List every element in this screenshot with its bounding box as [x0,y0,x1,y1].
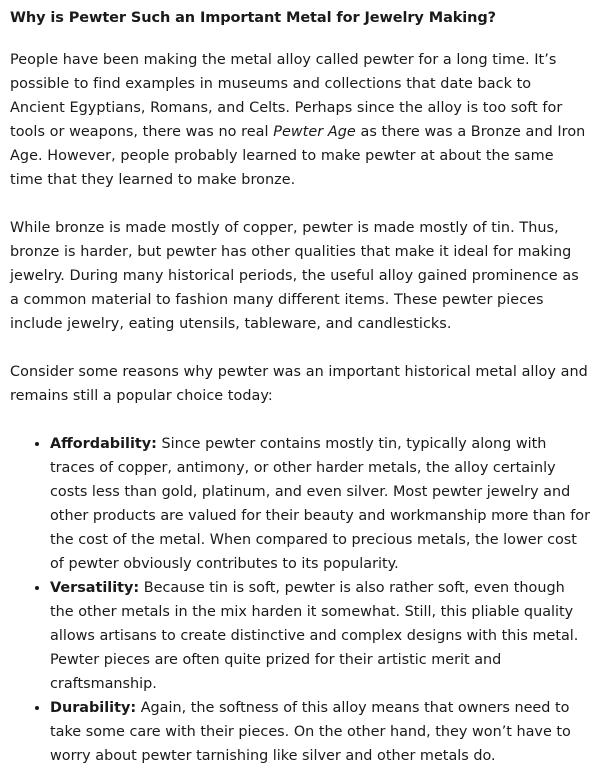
affordability-text: Since pewter contains mostly tin, typically along with traces of copper, antimony, or other harder metals, the alloy certainly costs less than gold, platinum, and even silver. Most pewter jewelry and other products are valued for their beauty and workmanship more than for the cost of the metal. When compared to precious metals, the lower cost of pewter obviously contributes to its popularity. [50,436,590,572]
article-title: Why is Pewter Such an Important Metal for Jewelry Making? [10,10,496,26]
intro-paragraph [10,48,590,192]
intro-text-end: as there was a Bronze and Iron Age. However, people probably learned to make pewter at about the same time that they learned to make bronze. [10,124,586,188]
reasons-list [10,432,590,768]
pewter-age-emphasis: Pewter Age [273,124,356,140]
reasons-intro-paragraph: Consider some reasons why pewter was an important historical metal alloy and remains still a popular choice today: [10,364,588,404]
list-item-affordability [50,432,590,576]
bronze-vs-pewter-paragraph: While bronze is made mostly of copper, pewter is made mostly of tin. Thus, bronze is harder, but pewter has other qualities that make it ideal for making jewelry. During many historical periods, the useful alloy gained prominence as a common material to fashion many different items. These pewter pieces include jewelry, eating utensils, tableware, and candlesticks. [10,220,579,332]
term-affordability: Affordability: [50,436,157,452]
term-versatility: Versatility: [50,580,140,596]
list-item-durability [50,696,590,768]
intro-text-start: People have been making the metal alloy called pewter for a long time. It’s possible to find examples in museums and collections that date back to Ancient Egyptians, Romans, and Celts. Perhaps since the alloy is too soft for tools or weapons, there was no real [10,52,563,140]
versatility-text: Because tin is soft, pewter is also rather soft, even though the other metals in the mix harden it somewhat. Still, this pliable quality allows artisans to create distinctive and complex designs with this metal. Pewter pieces are often quite prized for their artistic merit and craftsmanship. [50,580,579,692]
term-durability: Durability: [50,700,137,716]
article [0,6,590,768]
list-item-versatility [50,576,590,696]
durability-text: Again, the softness of this alloy means that owners need to take some care with their pieces. On the other hand, they won’t have to worry about pewter tarnishing like silver and other metals do. [50,700,571,764]
